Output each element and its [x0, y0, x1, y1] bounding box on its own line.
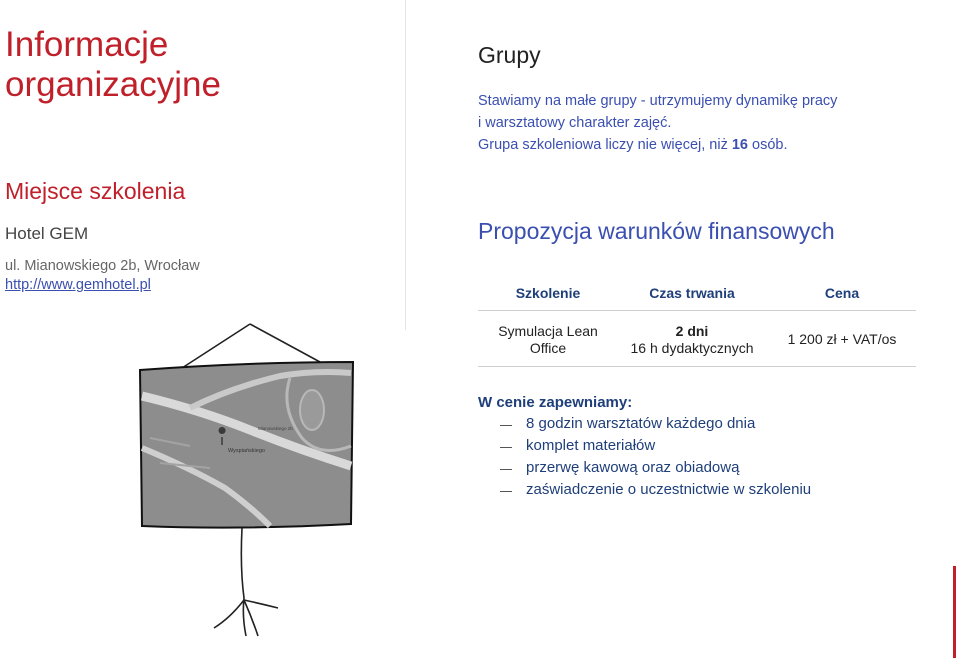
page-title [5, 25, 385, 105]
groups-heading: Grupy [478, 42, 541, 68]
map-stand-legs [214, 528, 278, 636]
table-header-divider [478, 310, 916, 311]
column-header-duration: Czas trwania [649, 285, 735, 301]
hand-drawn-map-illustration [130, 318, 380, 658]
group-size-number: 16 [731, 137, 748, 153]
groups-line-3 [478, 134, 918, 156]
groups-line-1: Stawiamy na małe grupy - utrzymujemy dynamikę pracy [478, 93, 838, 109]
venue-name: Hotel GEM [5, 224, 89, 243]
duration-days: 2 dni [675, 323, 709, 339]
groups-line-2: i warsztatowy charakter zajęć. [478, 115, 672, 131]
list-item [500, 458, 930, 480]
course-name-line2: Office [529, 340, 567, 356]
map-label-street: Wyspiańskiego [228, 448, 265, 454]
accent-edge-bar [953, 566, 956, 658]
duration-hours: 16 h dydaktycznych [630, 340, 754, 356]
list-item [500, 414, 930, 436]
venue-heading: Miejsce szkolenia [5, 178, 186, 204]
groups-line-3-text: Grupa szkoleniowa liczy nie więcej, niż [478, 137, 732, 153]
list-item [500, 480, 930, 502]
left-column [0, 0, 395, 661]
list-item-text: komplet materiałów [526, 437, 656, 454]
dash-bullet-icon [500, 447, 512, 448]
list-item-text: przerwę kawową oraz obiadową [526, 459, 740, 476]
page-title-line1: Informacje [5, 25, 169, 64]
dash-bullet-icon [500, 469, 512, 470]
list-item-text: zaświadczenie o uczestnictwie w szkoleniu [526, 481, 812, 498]
column-header-course: Szkolenie [515, 285, 581, 301]
dash-bullet-icon [500, 491, 512, 492]
map-hanging-string [182, 324, 320, 368]
cell-duration [618, 323, 766, 357]
cell-price: 1 200 zł + VAT/os [787, 331, 897, 347]
list-item-text: 8 godzin warsztatów każdego dnia [526, 415, 756, 432]
page-title-line2: organizacyjne [5, 65, 221, 104]
price-includes-heading: W cenie zapewniamy: [478, 394, 633, 411]
groups-line-3-suffix: osób. [748, 137, 788, 153]
groups-description [478, 90, 918, 156]
map-pin-icon [219, 427, 226, 434]
list-item [500, 436, 930, 458]
course-name-line1: Symulacja Lean [498, 323, 598, 339]
column-header-price: Cena [824, 285, 860, 301]
column-divider [405, 0, 406, 330]
price-includes-list [500, 414, 930, 502]
table-bottom-divider [478, 366, 916, 367]
dash-bullet-icon [500, 425, 512, 426]
map-park-shape [300, 390, 324, 430]
venue-address: ul. Mianowskiego 2b, Wrocław [5, 258, 200, 274]
financial-terms-heading: Propozycja warunków finansowych [478, 218, 835, 244]
cell-course [478, 323, 618, 357]
venue-website-link[interactable]: http://www.gemhotel.pl [5, 277, 151, 293]
map-label-address: Mianowskiego 2b [258, 426, 293, 431]
